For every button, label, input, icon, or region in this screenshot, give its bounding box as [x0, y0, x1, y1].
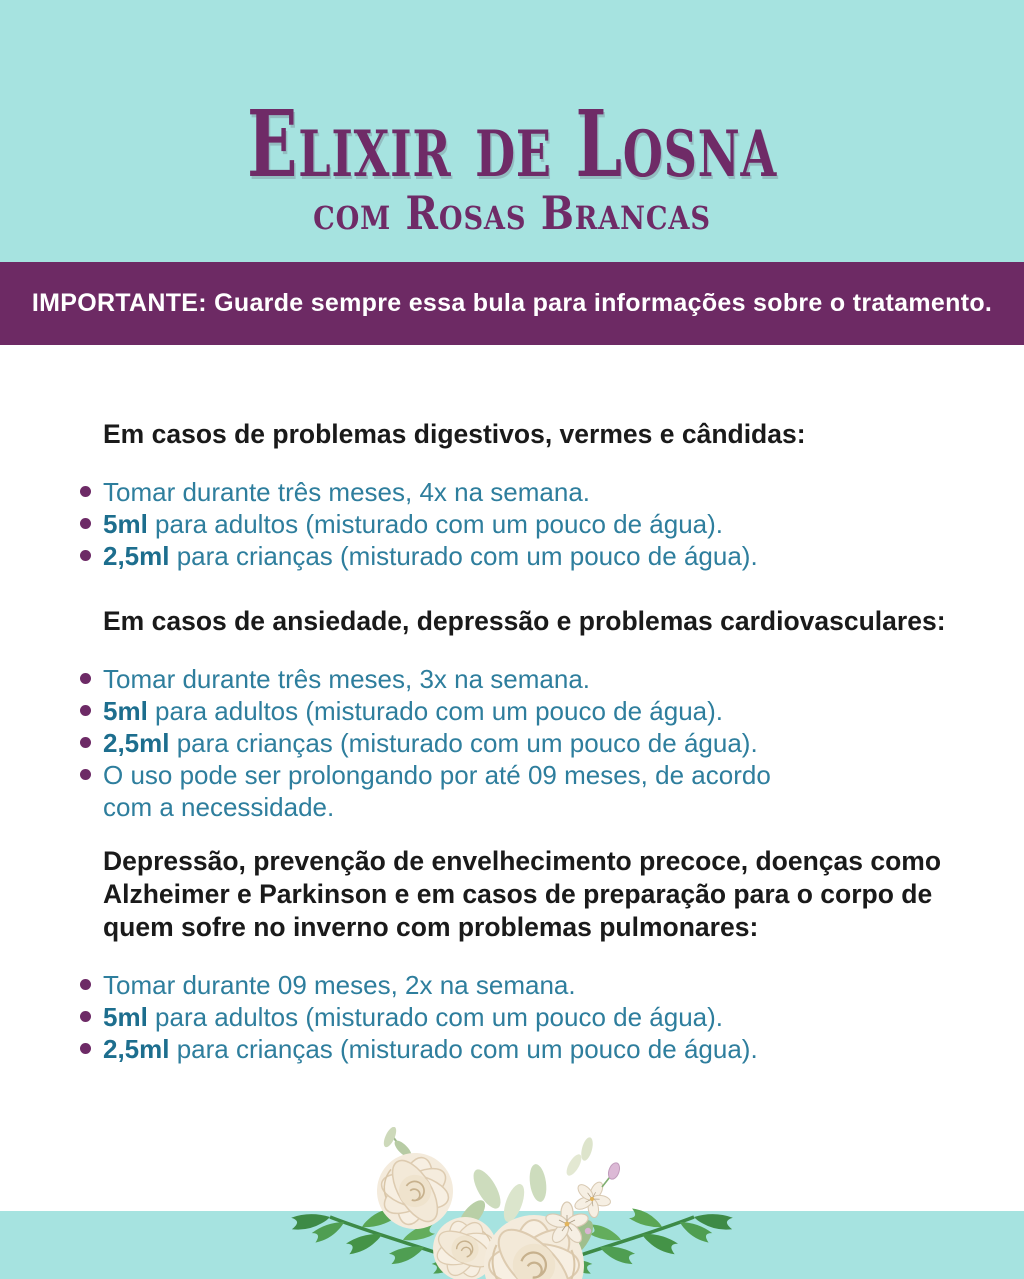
section-heading-digestive: Em casos de problemas digestivos, vermes e cândidas: [103, 419, 806, 449]
bullet-icon [80, 769, 91, 780]
dose-amount: 2,5ml [103, 728, 170, 758]
bullet-icon [80, 550, 91, 561]
bullet-text: Tomar durante três meses, 4x na semana. [103, 477, 591, 507]
bullet-text: para adultos (misturado com um pouco de água). [147, 1002, 724, 1032]
product-title: Elixir de Losna [247, 89, 777, 198]
bullet-icon [80, 1011, 91, 1022]
important-banner-text: IMPORTANTE: Guarde sempre essa bula para informações sobre o tratamento. [31, 289, 993, 317]
bullet-text: O uso pode ser prolongando por até 09 meses, de acordo com a necessidade. [103, 760, 771, 822]
roses-illustration [282, 1127, 742, 1279]
bullet-text: para crianças (misturado com um pouco de água). [169, 541, 758, 571]
bullet-list-anxiety [103, 663, 990, 823]
bullet-icon [80, 979, 91, 990]
bullet-icon [80, 737, 91, 748]
dosage-bullet [103, 695, 990, 727]
bullet-icon [80, 1043, 91, 1054]
bullet-text: Tomar durante 09 meses, 2x na semana. [103, 970, 576, 1000]
bullet-text: Tomar durante três meses, 3x na semana. [103, 664, 591, 694]
section-heading-anxiety: Em casos de ansiedade, depressão e problemas cardiovasculares: [103, 606, 946, 636]
bullet-text: para adultos (misturado com um pouco de água). [147, 509, 724, 539]
dosage-bullet [103, 663, 990, 695]
bullet-text: para crianças (misturado com um pouco de água). [169, 1034, 758, 1064]
dose-amount: 2,5ml [103, 541, 170, 571]
bullet-icon [80, 486, 91, 497]
dosage-bullet [103, 1001, 990, 1033]
dose-amount: 5ml [103, 509, 148, 539]
dose-amount: 5ml [103, 696, 148, 726]
important-banner [0, 262, 1024, 345]
dosage-bullet [103, 1033, 990, 1065]
bullet-list-depression [103, 969, 990, 1065]
dosage-bullet [103, 508, 990, 540]
bullet-icon [80, 673, 91, 684]
dose-amount: 2,5ml [103, 1034, 170, 1064]
bullet-text: para crianças (misturado com um pouco de água). [169, 728, 758, 758]
header [0, 0, 1024, 262]
product-subtitle: com Rosas Brancas [313, 186, 711, 240]
dose-amount: 5ml [103, 1002, 148, 1032]
bullet-icon [80, 705, 91, 716]
dosage-bullet [103, 969, 990, 1001]
dosage-bullet [103, 727, 990, 759]
instructions-content [0, 345, 1024, 1065]
bullet-text: para adultos (misturado com um pouco de água). [147, 696, 724, 726]
section-heading-depression: Depressão, prevenção de envelhecimento precoce, doenças como Alzheimer e Parkinson e em casos de preparação para o corpo de quem sofre no inverno com problemas pulmonares: [103, 846, 942, 942]
bullet-list-digestive [103, 476, 990, 572]
dosage-bullet [103, 759, 803, 823]
bullet-icon [80, 518, 91, 529]
dosage-bullet [103, 476, 990, 508]
dosage-bullet [103, 540, 990, 572]
